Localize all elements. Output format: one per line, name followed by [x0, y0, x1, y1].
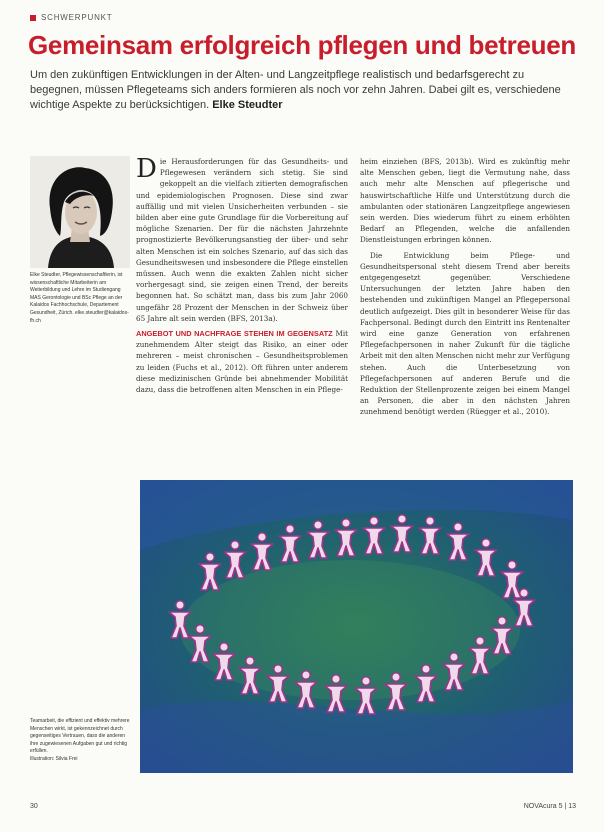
- illustration-caption: [30, 718, 132, 764]
- section-kicker: [30, 13, 112, 22]
- paper-chain-painting: [140, 480, 573, 773]
- article-title: Gemeinsam erfolgreich pflegen und betreuen: [28, 30, 576, 60]
- article-lead: [30, 68, 578, 113]
- body-paragraph: [136, 156, 348, 324]
- kicker-square-icon: [30, 15, 36, 21]
- teamwork-illustration: [140, 480, 573, 773]
- body-paragraph: heim einziehen (BFS, 2013b). Wird es zukünftig mehr alte Menschen geben, liegt die Vermutung nahe, dass auch mehr alte Menschen auf pflegerische und hauswirtschaftliche Hilfe und Unterstützung durch die ambulanten oder stationären Langzeitpflege angewiesen sein werden. Dies wiederum führt zu einem erhöhten Bedarf an Pflegenden, welche die anfallenden Dienstleistungen erbringen können.: [360, 157, 570, 245]
- portrait-caption: Elke Steudter, Pflegewissenschaftlerin, ist wissenschaftliche Mitarbeiterin am Weiterbildung und Lehre im Studiengang MAS Gerontologie und BSc Pflege an der Kalaidos Fachhochschule, Departement Gesundheit, Zürich. elke.steudter@kalaidos-fh.ch: [30, 272, 129, 324]
- portrait-photo: [30, 156, 130, 268]
- paragraph-text: Mit zunehmendem Alter steigt das Risiko, an einer oder mehreren – meist chronischen – Gesundheitsproblemen zu leiden (Fuchs et al., 2012). Oft führen unter anderem diese medizinischen Gründe bei abnehmender Mobilität dazu, dass die betroffenen alten Menschen in ein Pflege-: [136, 329, 349, 395]
- body-paragraph: Die Entwicklung beim Pflege- und Gesundheitspersonal steht diesem Trend aber bereits entgegengesetzt gegenüber. Verschiedene Untersuchungen der letzten Jahre haben den bestehenden und zukünftigen Mangel an Pflegepersonal deutlich aufgezeigt. Dies gilt in besonderer Weise für das Fachpersonal. Bedingt durch den Eintritt ins Rentenalter wird eine ganze Generation von erfahrenen Pflegefachpersonen in naher Zukunft für die tägliche Arbeit mit den alten Menschen nicht mehr zur Verfügung stehen. Auch die Unterbesetzung von Pflegefachpersonen auf anderen Berufe und die Reduktion der Stellenprozente zeigen bei einem Mangel an Personen, die aber in den nächsten Jahren zunehmend benötigt werden (Rüegger et al., 2010).: [360, 250, 570, 417]
- page-number: 30: [30, 803, 38, 810]
- body-column-1: [136, 156, 348, 399]
- magazine-issue: NOVAcura 5 | 13: [523, 803, 576, 810]
- body-column-2: [360, 156, 570, 422]
- caption-text: Teamarbeit, die effizient und effektiv mehrere Menschen wirkt, ist gekennzeichnet durch gegenseitiges Vertrauen, dass die anderen ihre zugewiesenen Aufgaben gut und richtig erfüllen.: [30, 718, 130, 755]
- kicker-label: SCHWERPUNKT: [41, 13, 113, 22]
- lead-text: Um den zukünftigen Entwicklungen in der Alten- und Langzeitpflege realistisch und bedarfsgerecht zu begegnen, müssen Pflegeteams sich anders formieren als noch vor zehn Jahren. Dabei gilt es, verschiedene wichtige Aspekte zu berücksichtigen.: [30, 69, 561, 111]
- drop-cap: D: [136, 154, 157, 184]
- paragraph-text: ie Herausforderungen für das Gesundheits- und Pflegewesen verändern sich stetig. Sie sind gekoppelt an die vielfach zitierten demografischen und epidemiologischen Prognosen. Diese sind zwar auffällig und mit vielen Unsicherheiten verbunden – sie bilden aber eine gute Grundlage für die Vorbereitung auf mögliche Szenarien. Der für die nächsten Jahrzehnte prognostizierte Bevölkerungsanstieg der über- und sehr alten Menschen ist ein solches Szenario, auf das sich das Gesundheitswesen und insbesondere die Pflege einstellen müssen. Auch wenn die exakten Zahlen nicht sicher vorhergesagt sind, sie zeigen einen Trend, der bereits begonnen hat. So schätzt man, dass bis zum Jahr 2060 ungefähr 28 Prozent der Menschen in der Schweiz über 65 Jahre alt sein werden (BFS, 2013a).: [136, 157, 348, 323]
- lead-author: Elke Steudter: [212, 99, 283, 111]
- author-portrait: [30, 156, 130, 268]
- section-subhead: ANGEBOT UND NACHFRAGE STEHEN IM GEGENSATZ: [136, 329, 333, 339]
- illustration-credit: Illustration: Silvia Frei: [30, 755, 78, 762]
- body-paragraph: [136, 328, 348, 395]
